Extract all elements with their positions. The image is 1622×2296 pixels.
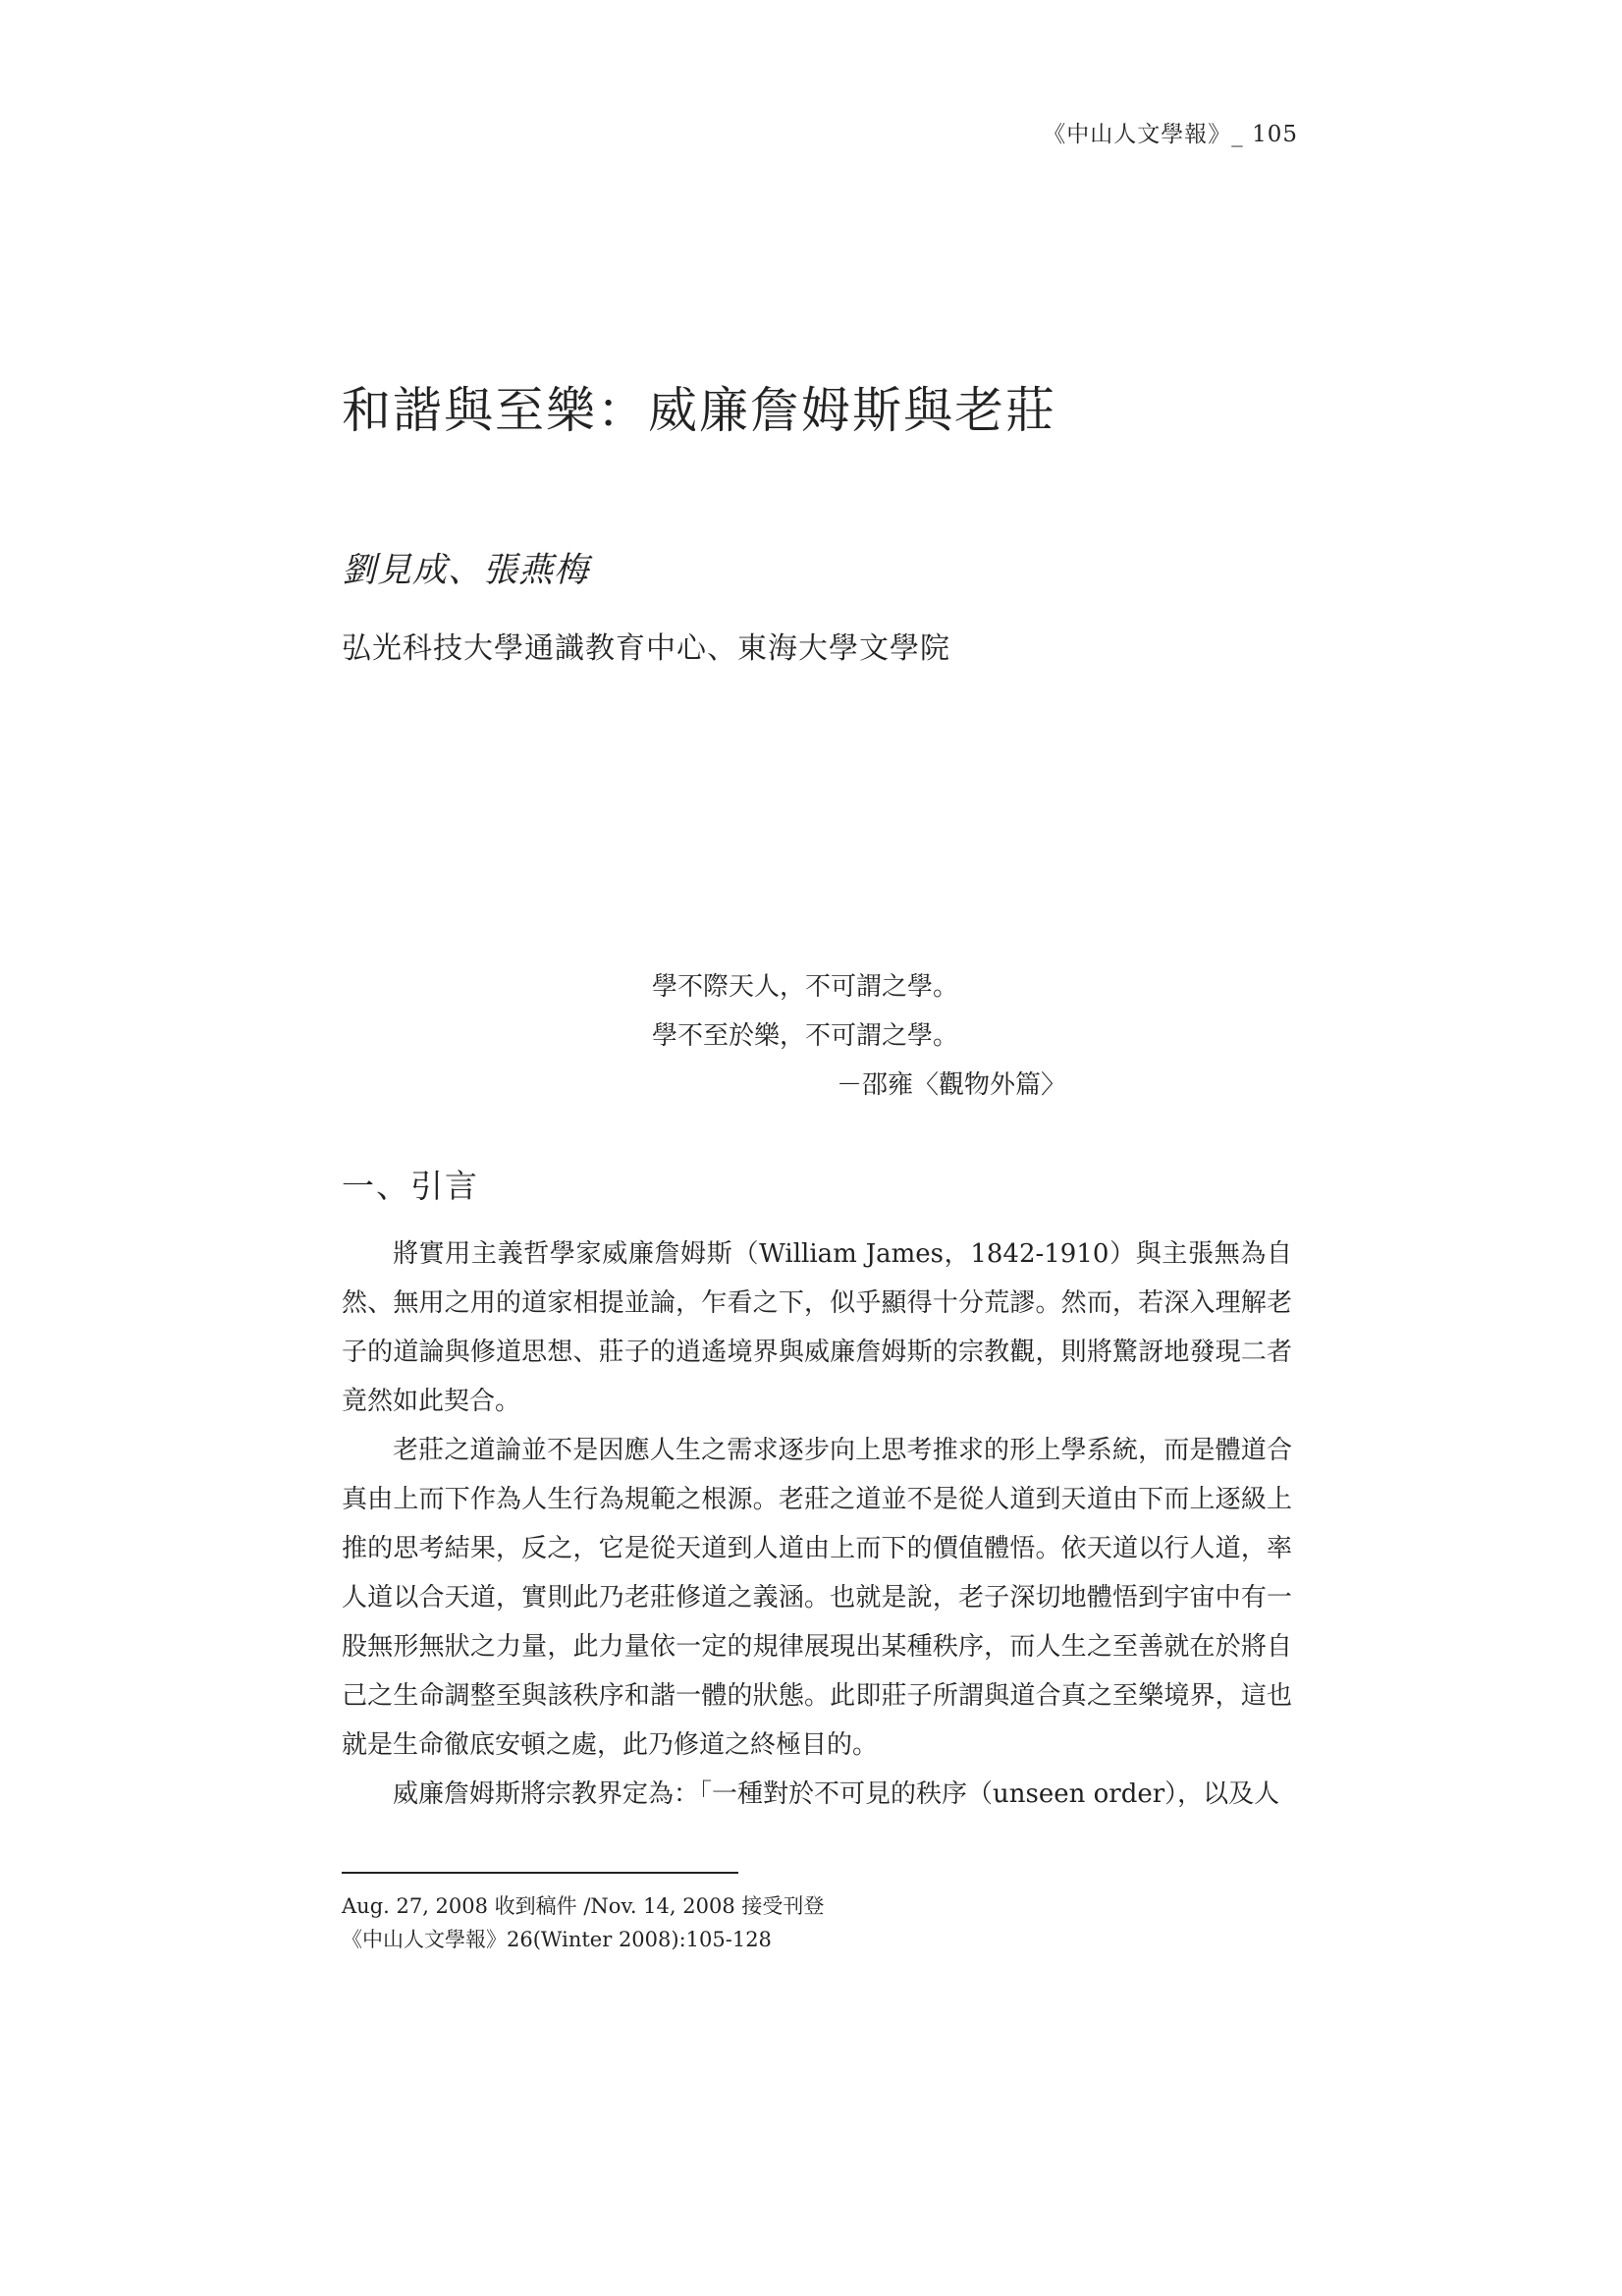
body-text bbox=[342, 1230, 1292, 1819]
paragraph: 老莊之道論並不是因應人生之需求逐步向上思考推求的形上學系統，而是體道合真由上而下作為人生行為規範之根源。老莊之道並不是從人道到天道由下而上逐級上推的思考結果，反之，它是從天道到人道由上而下的價值體悟。依天道以行人道，率人道以合天道，實則此乃老莊修道之義涵。也就是說，老子深切地體悟到宇宙中有一股無形無狀之力量，此力量依一定的規律展現出某種秩序，而人生之至善就在於將自己之生命調整至與該秩序和諧一體的狀態。此即莊子所謂與道合真之至樂境界，這也就是生命徹底安頓之處，此乃修道之終極目的。 bbox=[342, 1436, 1292, 1760]
running-header: 《中山人文學報》_ 105 bbox=[1043, 122, 1298, 147]
article-title: 和諧與至樂：威廉詹姆斯與老莊 bbox=[342, 382, 1056, 439]
author-affiliation: 弘光科技大學通識教育中心、東海大學文學院 bbox=[342, 631, 950, 666]
article-authors: 劉見成、張燕梅 bbox=[342, 551, 590, 590]
footnote bbox=[342, 1889, 824, 1956]
epigraph-line: 學不際天人，不可謂之學。 bbox=[652, 972, 959, 1002]
paragraph: 將實用主義哲學家威廉詹姆斯（William James，1842-1910）與主張無為自然、無用之用的道家相提並論，乍看之下，似乎顯得十分荒謬。然而，若深入理解老子的道論與修道思想、莊子的逍遙境界與威廉詹姆斯的宗教觀，則將驚訝地發現二者竟然如此契合。 bbox=[342, 1239, 1292, 1416]
section-heading: 一、引言 bbox=[342, 1167, 479, 1205]
epigraph-source: －邵雍〈觀物外篇〉 bbox=[837, 1070, 1067, 1100]
footnote-citation: 《中山人文學報》26(Winter 2008):105-128 bbox=[342, 1928, 772, 1951]
epigraph bbox=[652, 962, 1066, 1110]
paragraph: 威廉詹姆斯將宗教界定為：「一種對於不可見的秩序（unseen order），以及人 bbox=[393, 1779, 1280, 1809]
epigraph-line: 學不至於樂，不可謂之學。 bbox=[652, 1021, 959, 1051]
footnote-divider bbox=[342, 1872, 738, 1874]
footnote-received-date: Aug. 27, 2008 收到稿件 /Nov. 14, 2008 接受刊登 bbox=[342, 1894, 825, 1918]
